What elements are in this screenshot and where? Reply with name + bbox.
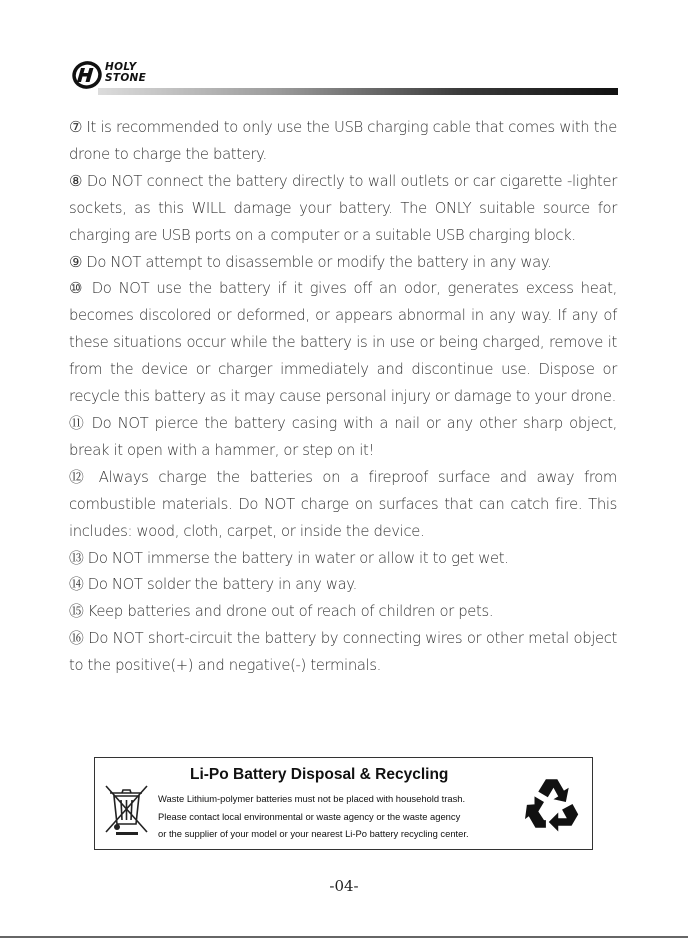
disposal-text [158, 790, 469, 843]
header-rule [98, 88, 618, 95]
footer-rule [0, 936, 688, 938]
disposal-line: or the supplier of your model or your nearest Li-Po battery recycling center. [158, 828, 469, 839]
recycle-icon [525, 772, 582, 834]
instruction-15: ⑮ Keep batteries and drone out of reach of children or pets. [69, 603, 494, 621]
logo-wordmark: HOLY STONE [105, 61, 147, 84]
page-header [72, 58, 618, 98]
disposal-title: Li-Po Battery Disposal & Recycling [190, 766, 449, 783]
crossed-out-wheelie-bin-icon [102, 780, 152, 836]
instruction-7: ⑦ It is recommended to only use the USB charging cable that comes with the drone to charge the battery. [69, 119, 617, 163]
disposal-line: Please contact local environmental or waste agency or the waste agency [158, 810, 461, 822]
instruction-12: ⑫ Always charge the batteries on a fireproof surface and away from combustible materials. Do NOT charge on surfaces that can catch fire. This includes: wood, cloth, carpet, or inside the device. [69, 468, 617, 540]
instruction-16: ⑯ Do NOT short-circuit the battery by connecting wires or other metal object to the positive(+) and negative(-) terminals. [69, 630, 617, 675]
instruction-9: ⑨ Do NOT attempt to disassemble or modify the battery in any way. [69, 253, 552, 271]
safety-instructions [69, 115, 617, 680]
page-number: -04- [329, 877, 359, 895]
instruction-14: ⑭ Do NOT solder the battery in any way. [69, 576, 357, 594]
instruction-8: ⑧ Do NOT connect the battery directly to wall outlets or car cigarette -lighter sockets, as this WILL damage your battery. The ONLY suitable source for charging are USB ports on a computer or a suitable USB charging block. [69, 172, 617, 244]
disposal-recycling-box [94, 757, 593, 850]
instruction-11: ⑪ Do NOT pierce the battery casing with a nail or any other sharp object, break it open with a hammer, or step on it! [69, 414, 617, 459]
disposal-line: Waste Lithium-polymer batteries must not be placed with household trash. [158, 793, 466, 804]
instruction-10: ⑩ Do NOT use the battery if it gives off an odor, generates excess heat, becomes discolored or deformed, or appears abnormal in any way. If any of these situations occur while the battery is in use or being charged, remove it from the device or charger immediately and discontinue use. Dispose or recycle this battery as it may cause personal injury or damage to your drone. [69, 280, 617, 406]
holy-stone-logo-icon [72, 60, 102, 90]
instruction-13: ⑬ Do NOT immerse the battery in water or allow it to get wet. [69, 549, 509, 567]
